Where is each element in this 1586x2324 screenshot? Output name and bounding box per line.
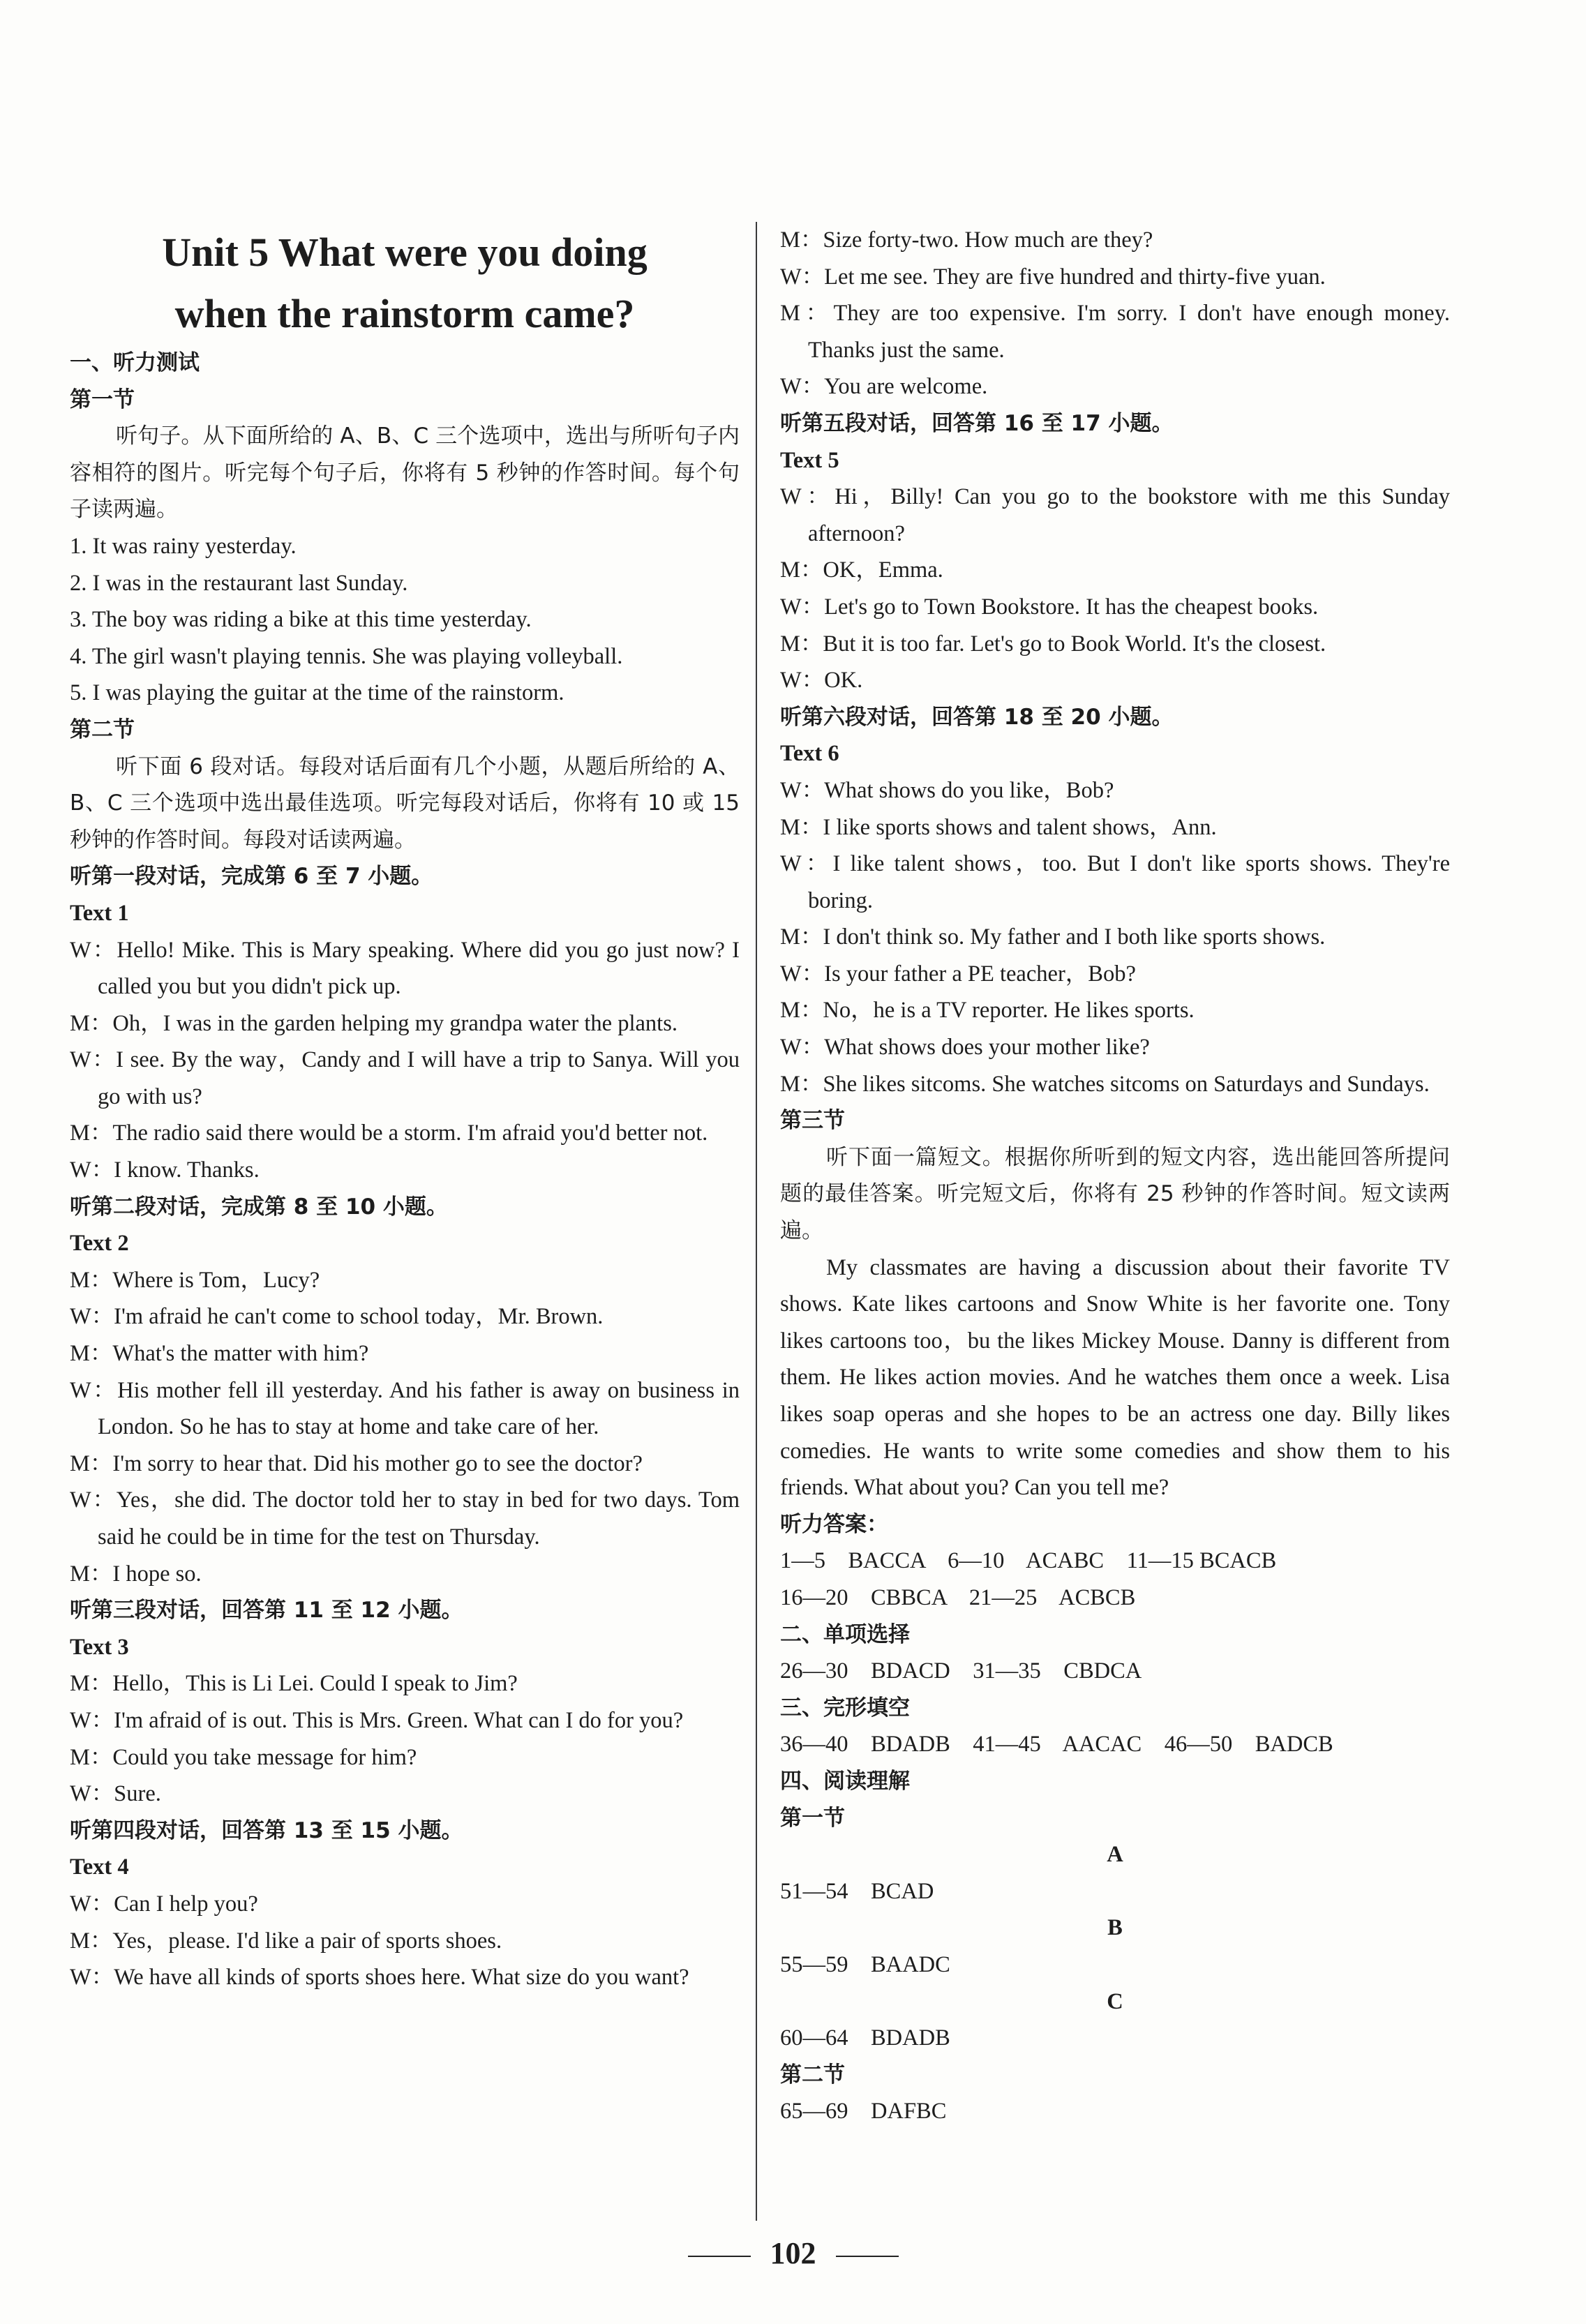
passage-paragraph: My classmates are having a discussion about their favorite TV shows. Kate likes cartoons and Snow White is her favorite one. Tony likes cartoons too，bu the likes Mickey Mouse. Danny is different from them. He likes action movies. And he watches them once a week. Lisa likes soap operas and she hopes to be an actress one day. Billy likes comedies. He wants to write some comedies and show them to his friends. What about you? Can you tell me?: [780, 1254, 1450, 1501]
part-label: B: [1107, 1915, 1123, 1941]
page-dash-left: [688, 2256, 751, 2257]
section-heading: 二、单项选择: [780, 1621, 910, 1647]
dialogue-line: M：They are too expensive. I'm sorry. I don't have enough money. Thanks just the same.: [780, 301, 1450, 363]
dialogue-line: W：You are welcome.: [780, 374, 988, 400]
dialogue-line: W：Is your father a PE teacher，Bob?: [780, 961, 1136, 987]
text-label: Text 4: [70, 1854, 129, 1880]
section-heading: 第一节: [70, 387, 135, 412]
answer-or-sentence-line: 1. It was rainy yesterday.: [70, 533, 297, 559]
dialogue-line: W：I see. By the way，Candy and I will have a trip to Sanya. Will you go with us?: [70, 1047, 740, 1109]
dialogue-line: W：We have all kinds of sports shoes here. What size do you want?: [70, 1965, 689, 1991]
dialogue-line: M：Oh，I was in the garden helping my grandpa water the plants.: [70, 1010, 678, 1036]
dialogue-line: M：The radio said there would be a storm. I'm afraid you'd better not.: [70, 1120, 708, 1146]
dialogue-line: W：I'm afraid he can't come to school today，Mr. Brown.: [70, 1304, 604, 1330]
dialogue-line: W：Let's go to Town Bookstore. It has the cheapest books.: [780, 594, 1319, 620]
unit-title-line1: Unit 5 What were you doing: [162, 230, 648, 275]
right-body: [780, 222, 1450, 2130]
dialogue-line: M：What's the matter with him?: [70, 1341, 369, 1367]
answer-or-sentence-line: 4. The girl wasn't playing tennis. She was playing volleyball.: [70, 643, 623, 669]
section-heading: 一、听力测试: [70, 350, 200, 375]
dialogue-line: M：Size forty-two. How much are they?: [780, 227, 1153, 253]
dialogue-line: M：She likes sitcoms. She watches sitcoms on Saturdays and Sundays.: [780, 1071, 1430, 1097]
dialogue-line: W：What shows do you like，Bob?: [780, 777, 1114, 803]
dialogue-line: M：Hello，This is Li Lei. Could I speak to Jim?: [70, 1671, 518, 1697]
dialogue-line: W：Hi，Billy! Can you go to the bookstore with me this Sunday afternoon?: [780, 484, 1450, 546]
answer-or-sentence-line: 51—54 BCAD: [780, 1878, 934, 1904]
dialogue-line: M：Could you take message for him?: [70, 1744, 417, 1770]
dialogue-line: M：I like sports shows and talent shows，Ann.: [780, 814, 1217, 840]
dialogue-line: M：I don't think so. My father and I both like sports shows.: [780, 924, 1326, 950]
section-heading: 三、完形填空: [780, 1695, 910, 1720]
answer-or-sentence-line: 16—20 CBBCA 21—25 ACBCB: [780, 1584, 1136, 1610]
dialogue-line: W：Hello! Mike. This is Mary speaking. Where did you go just now? I called you but you didn't pick up.: [70, 937, 740, 1000]
section-heading: 听力答案：: [780, 1511, 888, 1537]
instruction-paragraph: 听下面一篇短文。根据你所听到的短文内容，选出能回答所提问题的最佳答案。听完短文后，你将有 25 秒钟的作答时间。短文读两遍。: [780, 1144, 1450, 1244]
dialogue-line: M：No，he is a TV reporter. He likes sports.: [780, 998, 1195, 1024]
section-heading: 第三节: [780, 1108, 845, 1134]
answer-or-sentence-line: 26—30 BDACD 31—35 CBDCA: [780, 1658, 1142, 1684]
dialogue-line: M：I hope so.: [70, 1561, 202, 1587]
right-column: [780, 222, 1450, 2130]
dialogue-line: W：Let me see. They are five hundred and thirty-five yuan.: [780, 264, 1326, 290]
answer-or-sentence-line: 65—69 DAFBC: [780, 2099, 947, 2124]
answer-or-sentence-line: 36—40 BDADB 41—45 AACAC 46—50 BADCB: [780, 1732, 1333, 1757]
dialogue-line: W：Sure.: [70, 1781, 161, 1807]
text-label: Text 1: [70, 900, 129, 926]
section-heading: 听第五段对话，回答第 16 至 17 小题。: [780, 410, 1174, 436]
page-number: [0, 2235, 1586, 2271]
text-label: Text 5: [780, 447, 839, 473]
dialogue-line: W：I'm afraid of is out. This is Mrs. Green. What can I do for you?: [70, 1707, 684, 1733]
page-number-text: 102: [770, 2236, 816, 2270]
section-heading: 听第二段对话，完成第 8 至 10 小题。: [70, 1194, 448, 1220]
text-label: Text 3: [70, 1634, 129, 1660]
section-heading: 第二节: [70, 717, 135, 742]
answer-or-sentence-line: 55—59 BAADC: [780, 1951, 950, 1977]
unit-title-line2: when the rainstorm came?: [174, 291, 635, 336]
dialogue-line: M：Yes，please. I'd like a pair of sports shoes.: [70, 1928, 502, 1954]
part-label: C: [1107, 1988, 1123, 2014]
dialogue-line: M：I'm sorry to hear that. Did his mother go to see the doctor?: [70, 1450, 643, 1476]
section-heading: 听第六段对话，回答第 18 至 20 小题。: [780, 704, 1174, 730]
section-heading: 第二节: [780, 2062, 845, 2087]
text-label: Text 2: [70, 1231, 129, 1257]
column-divider: [756, 222, 757, 2221]
dialogue-line: W：Yes，she did. The doctor told her to stay in bed for two days. Tom said he could be in time for the test on Thursday.: [70, 1487, 740, 1550]
left-body: [70, 345, 740, 1996]
dialogue-line: W：His mother fell ill yesterday. And his father is away on business in London. So he has to stay at home and take care of her.: [70, 1377, 740, 1440]
section-heading: 听第一段对话，完成第 6 至 7 小题。: [70, 864, 433, 890]
dialogue-line: M：OK，Emma.: [780, 557, 943, 583]
answer-or-sentence-line: 2. I was in the restaurant last Sunday.: [70, 570, 408, 596]
instruction-paragraph: 听句子。从下面所给的 A、B、C 三个选项中，选出与所听句子内容相符的图片。听完每个句子后，你将有 5 秒钟的作答时间。每个句子读两遍。: [70, 423, 740, 523]
dialogue-line: W：Can I help you?: [70, 1891, 258, 1917]
section-heading: 听第四段对话，回答第 13 至 15 小题。: [70, 1817, 463, 1843]
dialogue-line: W：I like talent shows，too. But I don't like sports shows. They're boring.: [780, 851, 1450, 913]
dialogue-line: W：What shows does your mother like?: [780, 1035, 1150, 1060]
dialogue-line: M：Where is Tom，Lucy?: [70, 1267, 320, 1293]
answer-or-sentence-line: 5. I was playing the guitar at the time of the rainstorm.: [70, 680, 564, 706]
text-label: Text 6: [780, 741, 839, 767]
instruction-paragraph: 听下面 6 段对话。每段对话后面有几个小题，从题后所给的 A、B、C 三个选项中选出最佳选项。听完每段对话后，你将有 10 或 15 秒钟的作答时间。每段对话读两遍。: [70, 754, 740, 853]
part-label: A: [1107, 1842, 1123, 1868]
page-dash-right: [836, 2256, 899, 2257]
section-heading: 听第三段对话，回答第 11 至 12 小题。: [70, 1598, 463, 1624]
answer-or-sentence-line: 60—64 BDADB: [780, 2025, 950, 2051]
section-heading: 四、阅读理解: [780, 1768, 910, 1794]
dialogue-line: M：But it is too far. Let's go to Book World. It's the closest.: [780, 631, 1326, 657]
dialogue-line: W：OK.: [780, 668, 863, 694]
answer-or-sentence-line: 3. The boy was riding a bike at this time yesterday.: [70, 607, 532, 633]
section-heading: 第一节: [780, 1805, 845, 1831]
left-column: [70, 222, 740, 1996]
answer-or-sentence-line: 1—5 BACCA 6—10 ACABC 11—15 BCACB: [780, 1548, 1277, 1574]
dialogue-line: W：I know. Thanks.: [70, 1157, 260, 1183]
